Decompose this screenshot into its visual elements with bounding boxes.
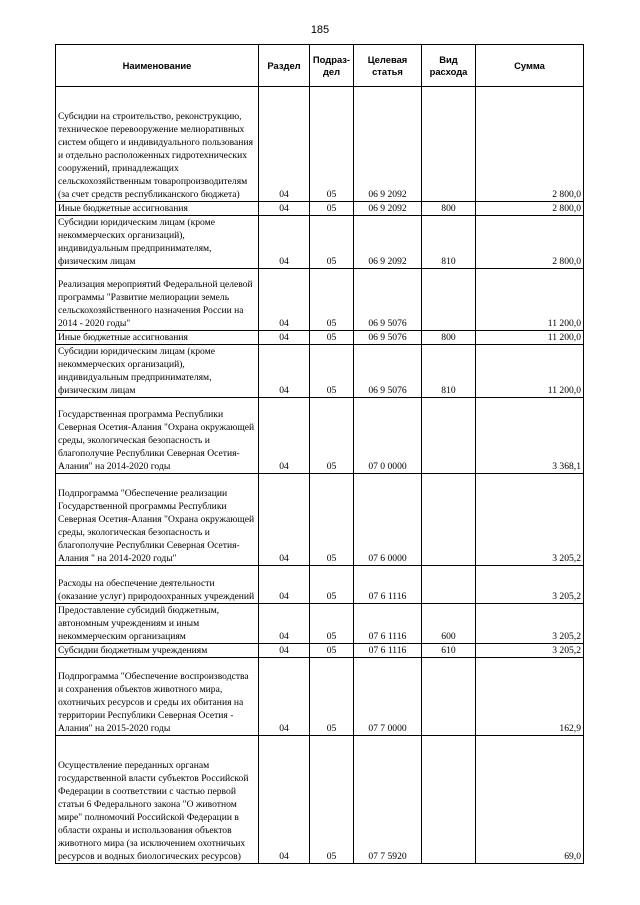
row-amount: 11 200,0 <box>476 269 584 331</box>
row-subsection: 05 <box>310 474 354 566</box>
row-target: 06 9 5076 <box>354 345 422 398</box>
row-section: 04 <box>259 331 310 345</box>
row-subsection: 05 <box>310 566 354 604</box>
row-name: Субсидии юридическим лицам (кроме некоммерческих организаций), индивидуальным предпринимателям, физическим лицам <box>56 216 259 269</box>
row-section: 04 <box>259 474 310 566</box>
row-subsection: 05 <box>310 345 354 398</box>
header-name: Наименование <box>56 45 259 87</box>
row-type: 810 <box>422 216 476 269</box>
row-name: Иные бюджетные ассигнования <box>56 331 259 345</box>
row-type <box>422 474 476 566</box>
row-amount: 11 200,0 <box>476 345 584 398</box>
row-type <box>422 269 476 331</box>
row-section: 04 <box>259 202 310 216</box>
row-amount: 69,0 <box>476 736 584 864</box>
row-amount: 162,9 <box>476 658 584 736</box>
row-name: Подпрограмма "Обеспечение реализации Государственной программы Республики Северная Осетия-Алания "Охрана окружающей среды, экологическая безопасность и благополучие Республики Северная Осетия-Алания " на 2014-2020 годы" <box>56 474 259 566</box>
row-target: 07 6 1116 <box>354 604 422 644</box>
row-type <box>422 736 476 864</box>
row-name: Иные бюджетные ассигнования <box>56 202 259 216</box>
table-row <box>56 658 584 736</box>
row-type: 610 <box>422 644 476 658</box>
row-name: Государственная программа Республики Северная Осетия-Алания "Охрана окружающей среды, экологическая безопасность и благополучие Республики Северная Осетия-Алания" на 2014-2020 годы <box>56 398 259 474</box>
row-target: 06 9 5076 <box>354 269 422 331</box>
row-type: 800 <box>422 202 476 216</box>
row-subsection: 05 <box>310 216 354 269</box>
row-subsection: 05 <box>310 604 354 644</box>
table-row <box>56 566 584 604</box>
budget-table <box>55 44 584 864</box>
row-name: Субсидии юридическим лицам (кроме некоммерческих организаций), индивидуальным предпринимателям, физическим лицам <box>56 345 259 398</box>
row-name: Субсидии на строительство, реконструкцию, техническое перевооружение мелиоративных систем общего и индивидуального пользования и отдельно расположенных гидротехнических сооружений, принадлежащих сельскохозяйственным товаропроизводителям (за счет средств республиканского бюджета) <box>56 87 259 202</box>
row-amount: 2 800,0 <box>476 216 584 269</box>
row-type: 800 <box>422 331 476 345</box>
row-subsection: 05 <box>310 331 354 345</box>
row-type <box>422 87 476 202</box>
row-section: 04 <box>259 269 310 331</box>
row-target: 07 0 0000 <box>354 398 422 474</box>
table-header-row <box>56 45 584 87</box>
row-name: Предоставление субсидий бюджетным, автономным учреждениям и иным некоммерческим организациям <box>56 604 259 644</box>
row-target: 06 9 5076 <box>354 331 422 345</box>
header-amount: Сумма <box>476 45 584 87</box>
header-type: Вид расхода <box>422 45 476 87</box>
row-amount: 3 205,2 <box>476 604 584 644</box>
table-row <box>56 345 584 398</box>
row-section: 04 <box>259 398 310 474</box>
row-target: 06 9 2092 <box>354 216 422 269</box>
table-row <box>56 269 584 331</box>
header-section: Раздел <box>259 45 310 87</box>
row-type: 810 <box>422 345 476 398</box>
table-row <box>56 202 584 216</box>
table-row <box>56 644 584 658</box>
row-section: 04 <box>259 216 310 269</box>
row-type <box>422 398 476 474</box>
row-amount: 2 800,0 <box>476 87 584 202</box>
row-subsection: 05 <box>310 269 354 331</box>
row-section: 04 <box>259 345 310 398</box>
row-type <box>422 658 476 736</box>
row-target: 06 9 2092 <box>354 87 422 202</box>
row-section: 04 <box>259 604 310 644</box>
table-row <box>56 398 584 474</box>
table-row <box>56 216 584 269</box>
row-name: Подпрограмма "Обеспечение воспроизводства и сохранения объектов животного мира, охотничьих ресурсов и среды их обитания на территории Республики Северная Осетия - Алания" на 2015-2020 годы <box>56 658 259 736</box>
table-row <box>56 604 584 644</box>
row-section: 04 <box>259 736 310 864</box>
row-subsection: 05 <box>310 644 354 658</box>
row-name: Реализация мероприятий Федеральной целевой программы "Развитие мелиорации земель сельскохозяйственного назначения России на 2014 - 2020 годы" <box>56 269 259 331</box>
row-amount: 3 205,2 <box>476 474 584 566</box>
table-row <box>56 474 584 566</box>
table-row <box>56 331 584 345</box>
row-amount: 3 368,1 <box>476 398 584 474</box>
row-target: 07 7 5920 <box>354 736 422 864</box>
row-target: 07 7 0000 <box>354 658 422 736</box>
row-amount: 11 200,0 <box>476 331 584 345</box>
row-name: Осуществление переданных органам государственной власти субъектов Российской Федерации в соответствии с частью первой статьи 6 Федерального закона "О животном мире" полномочий Российской Федерации в области охраны и использования объектов животного мира (за исключением охотничьих ресурсов и водных биологических ресурсов) <box>56 736 259 864</box>
row-subsection: 05 <box>310 87 354 202</box>
row-section: 04 <box>259 644 310 658</box>
row-target: 07 6 0000 <box>354 474 422 566</box>
row-name: Субсидии бюджетным учреждениям <box>56 644 259 658</box>
table-row <box>56 736 584 864</box>
row-name: Расходы на обеспечение деятельности (оказание услуг) природоохранных учреждений <box>56 566 259 604</box>
row-target: 07 6 1116 <box>354 644 422 658</box>
row-amount: 3 205,2 <box>476 644 584 658</box>
row-amount: 2 800,0 <box>476 202 584 216</box>
page-number: 185 <box>310 24 330 36</box>
table-row <box>56 87 584 202</box>
row-section: 04 <box>259 87 310 202</box>
header-subsection: Подраз-дел <box>310 45 354 87</box>
row-amount: 3 205,2 <box>476 566 584 604</box>
row-type <box>422 566 476 604</box>
row-target: 07 6 1116 <box>354 566 422 604</box>
row-subsection: 05 <box>310 202 354 216</box>
row-type: 600 <box>422 604 476 644</box>
row-section: 04 <box>259 658 310 736</box>
header-target: Целевая статья <box>354 45 422 87</box>
row-subsection: 05 <box>310 398 354 474</box>
row-section: 04 <box>259 566 310 604</box>
row-subsection: 05 <box>310 736 354 864</box>
row-target: 06 9 2092 <box>354 202 422 216</box>
row-subsection: 05 <box>310 658 354 736</box>
